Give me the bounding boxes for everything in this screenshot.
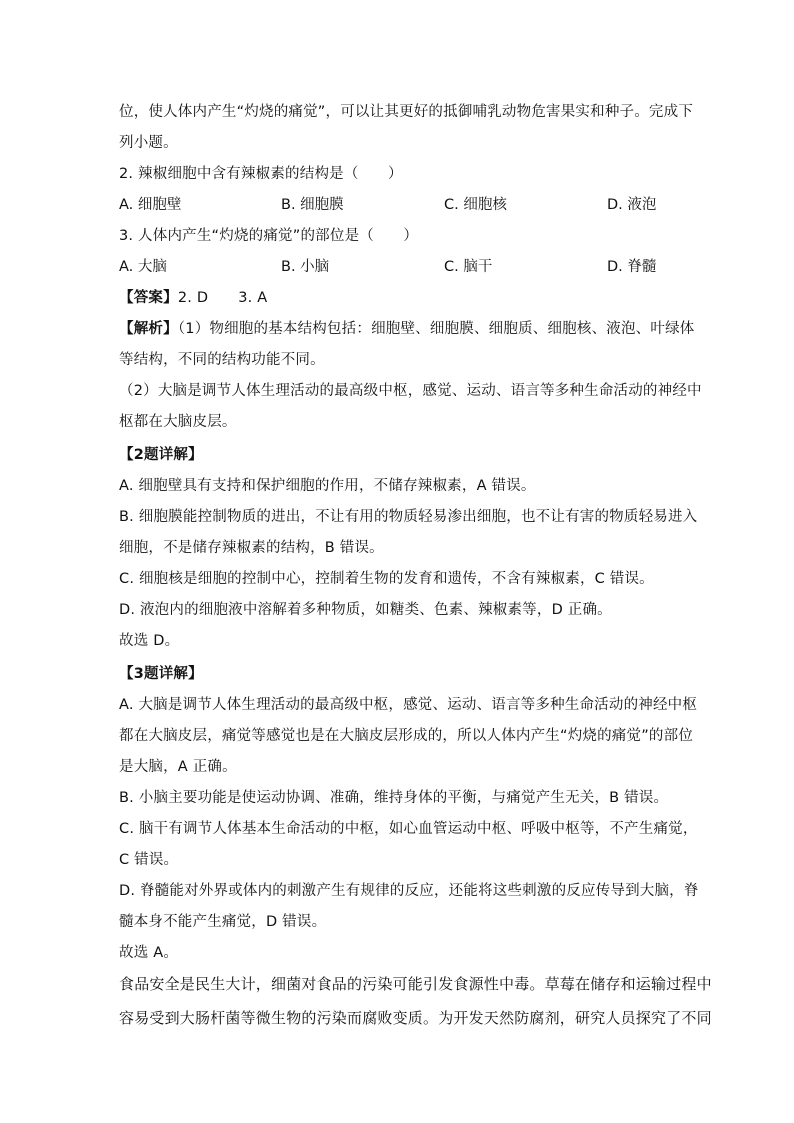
detail-3-conclusion: 故选 A。 <box>119 945 179 961</box>
analysis-line-1 <box>119 319 695 339</box>
q2-option-d: D. 液泡 <box>607 197 657 213</box>
question-2-options <box>119 195 679 215</box>
detail-3-title: 【3题详解】 <box>119 666 203 682</box>
q3-option-a: A. 大脑 <box>119 259 167 275</box>
next-passage-l2: 容易受到大肠杆菌等微生物的污染而腐败变质。为开发天然防腐剂，研究人员探究了不同 <box>119 1009 712 1027</box>
detail-3-c-l1: C. 脑干有调节人体基本生命活动的中枢，如心血管运动中枢、呼吸中枢等，不产生痛觉， <box>119 821 698 837</box>
detail-3-d-l1: D. 脊髓能对外界或体内的刺激产生有规律的反应，还能将这些刺激的反应传导到大脑，脊 <box>119 883 699 899</box>
detail-2-c: C. 细胞核是细胞的控制中心，控制着生物的发育和遗传，不含有辣椒素，C 错误。 <box>119 571 654 587</box>
detail-2-b-l1: B. 细胞膜能控制物质的进出，不让有用的物质轻易渗出细胞，也不让有害的物质轻易进入 <box>119 509 698 525</box>
q3-option-d: D. 脊髓 <box>607 259 657 275</box>
detail-3-b: B. 小脑主要功能是使运动协调、准确，维持身体的平衡，与痛觉产生无关，B 错误。 <box>119 790 669 806</box>
intro-line-2: 列小题。 <box>119 135 178 151</box>
answer-line <box>119 288 267 308</box>
detail-3-a-l2: 都在大脑皮层，痛觉等感觉也是在大脑皮层形成的，所以人体内产生“灼烧的痛觉”的部位 <box>119 728 694 744</box>
q2-option-a: A. 细胞壁 <box>119 197 182 213</box>
detail-2-conclusion: 故选 D。 <box>119 633 180 649</box>
q2-option-c: C. 细胞核 <box>444 197 507 213</box>
analysis-label: 【解析】 <box>119 321 178 337</box>
question-2-stem: 2. 辣椒细胞中含有辣椒素的结构是（ ） <box>119 166 403 182</box>
detail-2-b-l2: 细胞，不是储存辣椒素的结构，B 错误。 <box>119 540 384 556</box>
answer-2: 2. D <box>177 290 209 306</box>
detail-3-c-l2: C 错误。 <box>119 852 179 868</box>
detail-3-a-l1: A. 大脑是调节人体生理活动的最高级中枢，感觉、运动、语言等多种生命活动的神经中枢 <box>119 697 698 713</box>
q2-option-b: B. 细胞膜 <box>281 197 344 213</box>
detail-2-d: D. 液泡内的细胞液中溶解着多种物质，如糖类、色素、辣椒素等，D 正确。 <box>119 602 612 618</box>
analysis-p1-l2: 等结构，不同的结构功能不同。 <box>119 352 325 368</box>
analysis-p2-l2: 枢都在大脑皮层。 <box>119 414 237 430</box>
analysis-p2-l1: （2）大脑是调节人体生理活动的最高级中枢，感觉、运动、语言等多种生命活动的神经中 <box>119 383 702 399</box>
intro-line-1: 位，使人体内产生“灼烧的痛觉”，可以让其更好的抵御哺乳动物危害果实和种子。完成下 <box>119 104 694 120</box>
detail-2-a: A. 细胞壁具有支持和保护细胞的作用，不储存辣椒素，A 错误。 <box>119 478 536 494</box>
analysis-p1-l1: （1）物细胞的基本结构包括：细胞壁、细胞膜、细胞质、细胞核、液泡、叶绿体 <box>177 321 695 337</box>
question-3-options <box>119 257 679 277</box>
q3-option-b: B. 小脑 <box>281 259 330 275</box>
detail-2-title: 【2题详解】 <box>119 447 203 463</box>
answer-label: 【答案】 <box>119 290 178 306</box>
answer-3: 3. A <box>238 290 268 306</box>
question-3-stem: 3. 人体内产生“灼烧的痛觉”的部位是（ ） <box>119 228 419 244</box>
detail-3-a-l3: 是大脑，A 正确。 <box>119 759 237 775</box>
q3-option-c: C. 脑干 <box>444 259 493 275</box>
next-passage-l1: 食品安全是民生大计，细菌对食品的污染可能引发食源性中毒。草莓在储存和运输过程中 <box>119 975 712 993</box>
detail-3-d-l2: 髓本身不能产生痛觉，D 错误。 <box>119 914 327 930</box>
